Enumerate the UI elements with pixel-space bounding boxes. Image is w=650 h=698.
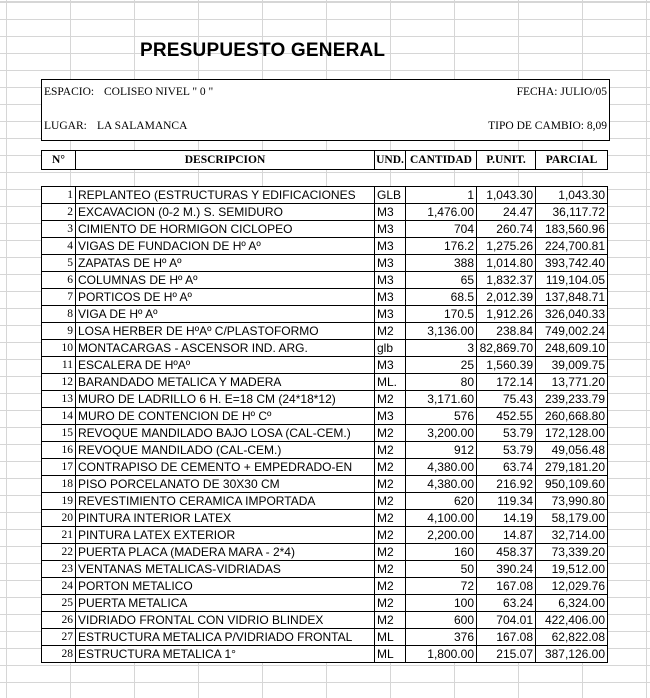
- row-descripcion: LOSA HERBER DE HºAº C/PLASTOFORMO: [76, 323, 375, 339]
- row-punit: 458.37: [477, 544, 536, 560]
- lugar-value: LA SALAMANCA: [97, 120, 188, 132]
- row-number: 12: [42, 374, 76, 390]
- row-parcial: 58,179.00: [551, 511, 605, 525]
- row-number: 4: [42, 238, 76, 254]
- row-number: 20: [42, 510, 76, 526]
- row-number: 23: [42, 561, 76, 577]
- col-header-number: N°: [42, 151, 76, 169]
- table-row: [42, 578, 607, 595]
- row-punit: 167.08: [477, 578, 536, 594]
- row-punit: 390.24: [477, 561, 536, 577]
- row-parcial: 32,714.00: [551, 528, 605, 542]
- row-descripcion: ESTRUCTURA METALICA 1°: [76, 646, 375, 662]
- row-parcial: 12,029.76: [551, 579, 605, 593]
- row-descripcion: BARANDADO METALICA Y MADERA: [76, 374, 375, 390]
- row-cantidad: 4,380.00: [406, 459, 477, 475]
- row-cantidad: 80: [406, 374, 477, 390]
- table-row: [42, 289, 607, 306]
- row-parcial: 36,117.72: [552, 205, 605, 219]
- row-unidad: M3: [375, 221, 406, 237]
- row-parcial: 326,040.33: [544, 307, 605, 321]
- row-punit: 14.87: [477, 527, 536, 543]
- table-row: [42, 493, 607, 510]
- row-parcial: 1,043.30: [558, 188, 605, 202]
- row-parcial: 422,406.00: [544, 613, 605, 627]
- row-cantidad: 1,476.00: [406, 204, 477, 220]
- row-parcial: 73,990.80: [551, 494, 605, 508]
- row-number: 13: [42, 391, 76, 407]
- row-descripcion: CIMIENTO DE HORMIGON CICLOPEO: [76, 221, 375, 237]
- row-descripcion: VENTANAS METALICAS-VIDRIADAS: [76, 561, 375, 577]
- table-row: [42, 442, 607, 459]
- row-parcial: 749,002.24: [544, 324, 605, 338]
- row-parcial: 279,181.20: [544, 460, 605, 474]
- row-unidad: M2: [375, 578, 406, 594]
- row-descripcion: REVESTIMIENTO CERAMICA IMPORTADA: [76, 493, 375, 509]
- row-unidad: M3: [375, 238, 406, 254]
- row-unidad: M2: [375, 476, 406, 492]
- row-unidad: M3: [375, 255, 406, 271]
- row-descripcion: REVOQUE MANDILADO (CAL-CEM.): [76, 442, 375, 458]
- document-title: PRESUPUESTO GENERAL: [140, 40, 386, 61]
- row-number: 9: [42, 323, 76, 339]
- row-punit: 75.43: [477, 391, 536, 407]
- row-unidad: M3: [375, 306, 406, 322]
- row-parcial: 183,560.96: [544, 222, 605, 236]
- row-cantidad: 704: [406, 221, 477, 237]
- row-cantidad: 912: [406, 442, 477, 458]
- row-descripcion: COLUMNAS DE Hº Aº: [76, 272, 375, 288]
- espacio-label: ESPACIO:: [44, 86, 95, 98]
- row-number: 2: [42, 204, 76, 220]
- row-unidad: M2: [375, 391, 406, 407]
- row-cantidad: 25: [406, 357, 477, 373]
- row-number: 21: [42, 527, 76, 543]
- table-row: [42, 357, 607, 374]
- table-row: [42, 459, 607, 476]
- row-punit: 63.74: [477, 459, 536, 475]
- table-row: [42, 238, 607, 255]
- row-unidad: M3: [375, 272, 406, 288]
- row-number: 26: [42, 612, 76, 628]
- row-descripcion: REPLANTEO (ESTRUCTURAS Y EDIFICACIONES: [76, 187, 375, 203]
- row-cantidad: 620: [406, 493, 477, 509]
- row-unidad: M3: [375, 289, 406, 305]
- row-number: 28: [42, 646, 76, 662]
- row-unidad: M2: [375, 442, 406, 458]
- row-descripcion: VIDRIADO FRONTAL CON VIDRIO BLINDEX: [76, 612, 375, 628]
- row-parcial: 239,233.79: [544, 392, 605, 406]
- row-cantidad: 2,200.00: [406, 527, 477, 543]
- table-row: [42, 374, 607, 391]
- row-parcial: 950,109.60: [544, 477, 605, 491]
- row-cantidad: 65: [406, 272, 477, 288]
- row-descripcion: REVOQUE MANDILADO BAJO LOSA (CAL-CEM.): [76, 425, 375, 441]
- row-cantidad: 576: [406, 408, 477, 424]
- row-cantidad: 3,200.00: [406, 425, 477, 441]
- row-cantidad: 72: [406, 578, 477, 594]
- row-cantidad: 1: [406, 187, 477, 203]
- row-descripcion: PINTURA LATEX EXTERIOR: [76, 527, 375, 543]
- table-header: [41, 150, 608, 170]
- table-row: [42, 255, 607, 272]
- table-row: [42, 408, 607, 425]
- row-number: 16: [42, 442, 76, 458]
- row-punit: 215.07: [477, 646, 536, 662]
- row-parcial: 39,009.75: [551, 358, 605, 372]
- row-descripcion: CONTRAPISO DE CEMENTO + EMPEDRADO-EN: [76, 459, 375, 475]
- col-header-cantidad: CANTIDAD: [406, 151, 477, 169]
- row-unidad: M2: [375, 323, 406, 339]
- row-descripcion: VIGAS DE FUNDACION DE Hº Aº: [76, 238, 375, 254]
- col-header-parcial: PARCIAL: [545, 154, 598, 166]
- col-header-punit: P.UNIT.: [477, 151, 536, 169]
- row-punit: 704.01: [477, 612, 536, 628]
- row-parcial: 6,324.00: [558, 596, 605, 610]
- row-parcial: 224,700.81: [544, 239, 605, 253]
- row-number: 14: [42, 408, 76, 424]
- row-number: 5: [42, 255, 76, 271]
- row-unidad: M2: [375, 425, 406, 441]
- row-cantidad: 1,800.00: [406, 646, 477, 662]
- table-row: [42, 340, 607, 357]
- table-row: [42, 646, 607, 663]
- row-punit: 1,912.26: [477, 306, 536, 322]
- row-parcial: 13,771.20: [551, 375, 605, 389]
- row-punit: 172.14: [477, 374, 536, 390]
- tipo-cambio-text: TIPO DE CAMBIO: 8,09: [488, 120, 607, 132]
- row-punit: 238.84: [477, 323, 536, 339]
- row-descripcion: PORTON METALICO: [76, 578, 375, 594]
- table-row: [42, 527, 607, 544]
- row-parcial: 260,668.80: [544, 409, 605, 423]
- table-row: [42, 425, 607, 442]
- row-cantidad: 4,100.00: [406, 510, 477, 526]
- row-unidad: ML: [375, 629, 406, 645]
- lugar-label: LUGAR:: [44, 120, 87, 132]
- row-parcial: 248,609.10: [544, 341, 605, 355]
- row-cantidad: 3: [406, 340, 477, 356]
- row-parcial: 137,848.71: [544, 290, 605, 304]
- row-number: 6: [42, 272, 76, 288]
- row-punit: 1,043.30: [477, 187, 536, 203]
- row-parcial: 62,822.08: [551, 630, 605, 644]
- row-parcial: 49,056.48: [551, 443, 605, 457]
- row-unidad: M3: [375, 408, 406, 424]
- row-unidad: glb: [375, 340, 406, 356]
- row-unidad: M2: [375, 612, 406, 628]
- row-punit: 63.24: [477, 595, 536, 611]
- row-unidad: M2: [375, 493, 406, 509]
- table-row: [42, 561, 607, 578]
- row-parcial: 387,126.00: [544, 647, 605, 661]
- row-descripcion: PUERTA PLACA (MADERA MARA - 2*4): [76, 544, 375, 560]
- row-punit: 53.79: [477, 425, 536, 441]
- row-number: 17: [42, 459, 76, 475]
- row-unidad: M3: [375, 357, 406, 373]
- row-cantidad: 4,380.00: [406, 476, 477, 492]
- row-number: 8: [42, 306, 76, 322]
- row-punit: 260.74: [477, 221, 536, 237]
- row-cantidad: 600: [406, 612, 477, 628]
- row-number: 27: [42, 629, 76, 645]
- table-row: [42, 544, 607, 561]
- row-cantidad: 170.5: [406, 306, 477, 322]
- row-number: 24: [42, 578, 76, 594]
- row-punit: 167.08: [477, 629, 536, 645]
- row-descripcion: MONTACARGAS - ASCENSOR IND. ARG.: [76, 340, 375, 356]
- row-cantidad: 68.5: [406, 289, 477, 305]
- row-descripcion: ESTRUCTURA METALICA P/VIDRIADO FRONTAL: [76, 629, 375, 645]
- table-row: [42, 391, 607, 408]
- table-row: [42, 306, 607, 323]
- row-cantidad: 160: [406, 544, 477, 560]
- fecha-text: FECHA: JULIO/05: [516, 86, 607, 98]
- row-number: 22: [42, 544, 76, 560]
- row-cantidad: 376: [406, 629, 477, 645]
- col-header-descripcion: DESCRIPCION: [76, 151, 375, 169]
- espacio-value: COLISEO NIVEL " 0 ": [104, 86, 214, 98]
- row-unidad: ML.: [375, 374, 406, 390]
- table-row: [42, 272, 607, 289]
- row-number: 19: [42, 493, 76, 509]
- row-cantidad: 3,171.60: [406, 391, 477, 407]
- row-descripcion: PISO PORCELANATO DE 30X30 CM: [76, 476, 375, 492]
- row-number: 11: [42, 357, 76, 373]
- row-punit: 216.92: [477, 476, 536, 492]
- row-descripcion: PORTICOS DE Hº Aº: [76, 289, 375, 305]
- row-parcial: 19,512.00: [551, 562, 605, 576]
- row-descripcion: PUERTA METALICA: [76, 595, 375, 611]
- row-punit: 24.47: [477, 204, 536, 220]
- row-descripcion: PINTURA INTERIOR LATEX: [76, 510, 375, 526]
- row-parcial: 172,128.00: [544, 426, 605, 440]
- table-row: [42, 204, 607, 221]
- row-number: 25: [42, 595, 76, 611]
- row-descripcion: EXCAVACION (0-2 M.) S. SEMIDURO: [76, 204, 375, 220]
- row-parcial: 73,339.20: [551, 545, 605, 559]
- row-unidad: M2: [375, 595, 406, 611]
- row-cantidad: 3,136.00: [406, 323, 477, 339]
- row-unidad: M2: [375, 561, 406, 577]
- row-parcial: 393,742.40: [544, 256, 605, 270]
- row-number: 3: [42, 221, 76, 237]
- row-punit: 14.19: [477, 510, 536, 526]
- header-info-box: [41, 79, 610, 141]
- row-punit: 119.34: [477, 493, 536, 509]
- row-descripcion: ESCALERA DE HºAº: [76, 357, 375, 373]
- row-punit: 53.79: [477, 442, 536, 458]
- row-descripcion: MURO DE CONTENCION DE Hº Cº: [76, 408, 375, 424]
- row-punit: 2,012.39: [477, 289, 536, 305]
- row-number: 7: [42, 289, 76, 305]
- row-cantidad: 100: [406, 595, 477, 611]
- row-punit: 1,014.80: [477, 255, 536, 271]
- col-header-unidad: UND.: [375, 151, 406, 169]
- budget-table: [41, 186, 608, 663]
- row-punit: 1,560.39: [477, 357, 536, 373]
- row-cantidad: 50: [406, 561, 477, 577]
- row-unidad: ML: [375, 646, 406, 662]
- row-number: 1: [42, 187, 76, 203]
- row-cantidad: 176.2: [406, 238, 477, 254]
- table-row: [42, 612, 607, 629]
- row-descripcion: MURO DE LADRILLO 6 H. E=18 CM (24*18*12): [76, 391, 375, 407]
- row-descripcion: VIGA DE Hº Aº: [76, 306, 375, 322]
- row-unidad: M2: [375, 544, 406, 560]
- row-unidad: M2: [375, 527, 406, 543]
- row-punit: 82,869.70: [477, 340, 536, 356]
- table-row: [42, 221, 607, 238]
- row-punit: 452.55: [477, 408, 536, 424]
- row-punit: 1,275.26: [477, 238, 536, 254]
- table-row: [42, 187, 607, 204]
- table-row: [42, 629, 607, 646]
- row-descripcion: ZAPATAS DE Hº Aº: [76, 255, 375, 271]
- row-unidad: GLB: [375, 187, 406, 203]
- row-number: 10: [42, 340, 76, 356]
- table-row: [42, 595, 607, 612]
- row-unidad: M3: [375, 204, 406, 220]
- row-parcial: 119,104.05: [545, 273, 605, 287]
- table-row: [42, 476, 607, 493]
- row-number: 15: [42, 425, 76, 441]
- table-row: [42, 323, 607, 340]
- row-unidad: M2: [375, 459, 406, 475]
- row-number: 18: [42, 476, 76, 492]
- table-row: [42, 510, 607, 527]
- row-unidad: M2: [375, 510, 406, 526]
- row-cantidad: 388: [406, 255, 477, 271]
- row-punit: 1,832.37: [477, 272, 536, 288]
